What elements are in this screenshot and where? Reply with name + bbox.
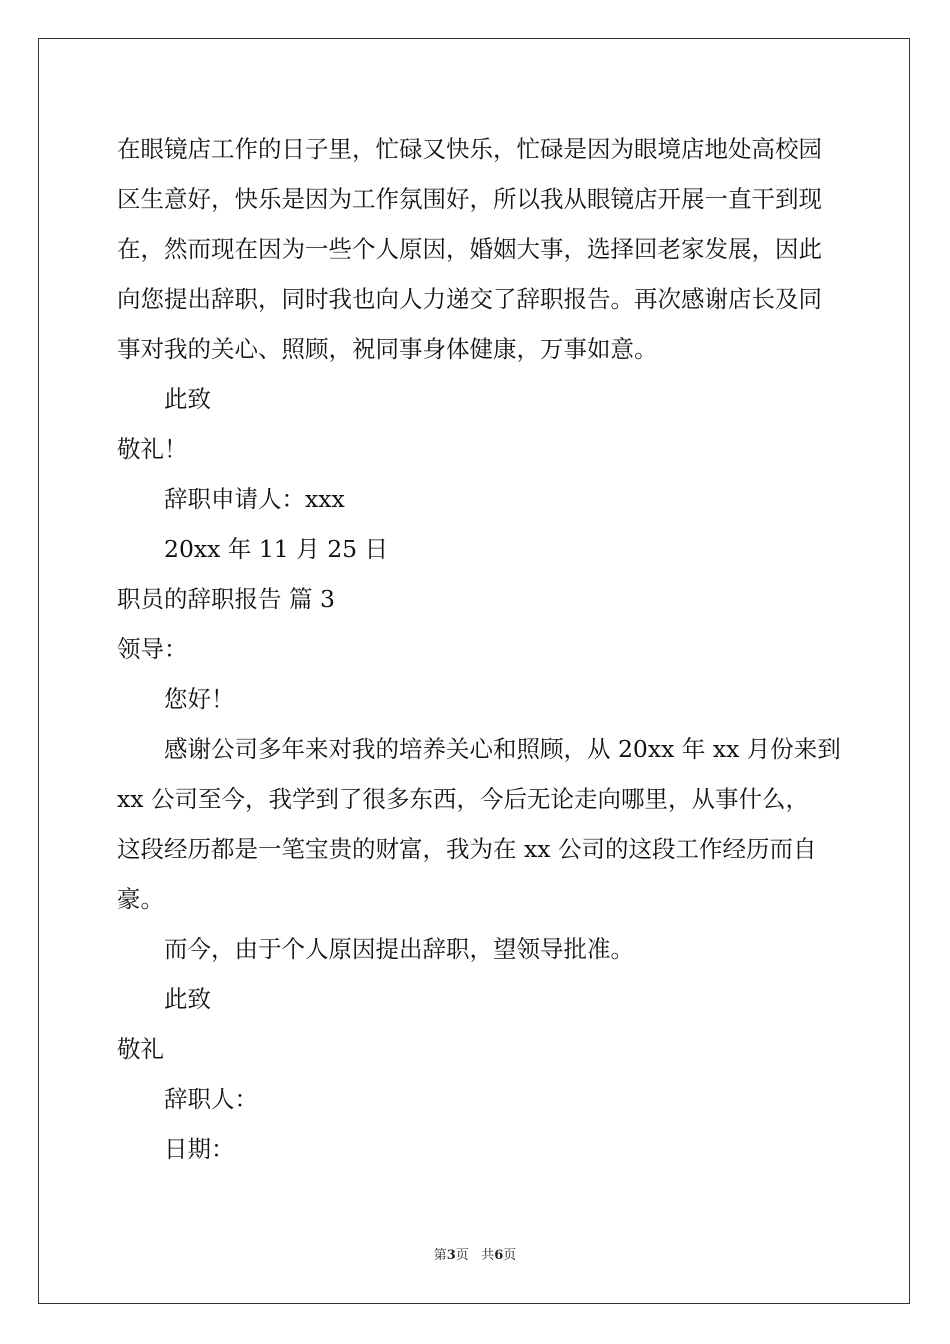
applicant-signature: 辞职申请人：xxx	[164, 485, 345, 513]
text-line: xx 公司至今，我学到了很多东西，今后无论走向哪里，从事什么，	[117, 785, 809, 813]
letter-date: 20xx 年 11 月 25 日	[164, 535, 389, 563]
closing-respect: 敬礼	[117, 1035, 164, 1063]
footer-total-prefix: 共	[481, 1248, 495, 1263]
closing-salutation: 此致	[164, 985, 211, 1013]
text-line: 而今，由于个人原因提出辞职，望领导批准。	[164, 935, 634, 963]
closing-salutation: 此致	[164, 385, 211, 413]
text-line: 向您提出辞职，同时我也向人力递交了辞职报告。再次感谢店长及同	[117, 285, 822, 313]
page-footer	[0, 1246, 950, 1266]
text-line: 在眼镜店工作的日子里，忙碌又快乐，忙碌是因为眼境店地处高校园	[117, 135, 822, 163]
text-line: 事对我的关心、照顾，祝同事身体健康，万事如意。	[117, 335, 658, 363]
text-line: 感谢公司多年来对我的培养关心和照顾，从 20xx 年 xx 月份来到	[117, 735, 841, 763]
footer-total-pages: 6	[494, 1248, 504, 1263]
section-title: 职员的辞职报告 篇 3	[117, 585, 335, 613]
text-line: 在，然而现在因为一些个人原因，婚姻大事，选择回老家发展，因此	[117, 235, 822, 263]
footer-total-suffix: 页	[503, 1248, 517, 1263]
recipient-greeting: 领导：	[117, 635, 188, 663]
footer-prefix: 第	[433, 1248, 447, 1263]
text-line: 区生意好，快乐是因为工作氛围好，所以我从眼镜店开展一直干到现	[117, 185, 822, 213]
closing-respect: 敬礼！	[117, 435, 188, 463]
date-field: 日期：	[164, 1135, 235, 1163]
document-body	[117, 124, 839, 1174]
footer-page-suffix: 页	[455, 1248, 469, 1263]
footer-page-number: 3	[446, 1248, 456, 1263]
text-line: 豪。	[117, 885, 164, 913]
resigner-signature: 辞职人：	[164, 1085, 258, 1113]
text-line: 这段经历都是一笔宝贵的财富，我为在 xx 公司的这段工作经历而自	[117, 835, 817, 863]
hello-line: 您好！	[164, 685, 235, 713]
